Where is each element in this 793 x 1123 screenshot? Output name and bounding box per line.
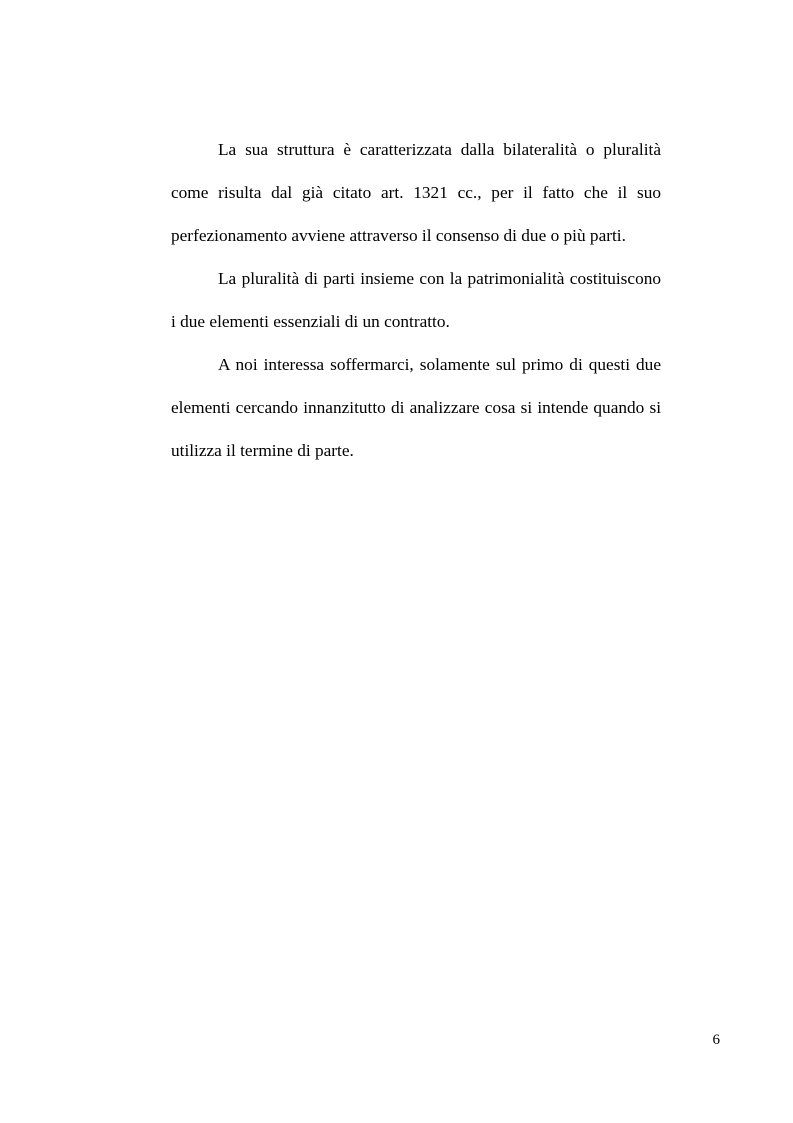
document-body (171, 128, 661, 472)
paragraph-3: A noi interessa soffermarci, solamente sul primo di questi due elementi cercando innanzitutto di analizzare cosa si intende quando si utilizza il termine di parte. (171, 355, 661, 460)
page-number: 6 (712, 1032, 720, 1048)
paragraph-2: La pluralità di parti insieme con la patrimonialità costituiscono i due elementi essenziali di un contratto. (171, 269, 661, 331)
paragraph-1: La sua struttura è caratterizzata dalla bilateralità o pluralità come risulta dal già citato art. 1321 cc., per il fatto che il suo perfezionamento avviene attraverso il consenso di due o più parti. (171, 140, 661, 245)
